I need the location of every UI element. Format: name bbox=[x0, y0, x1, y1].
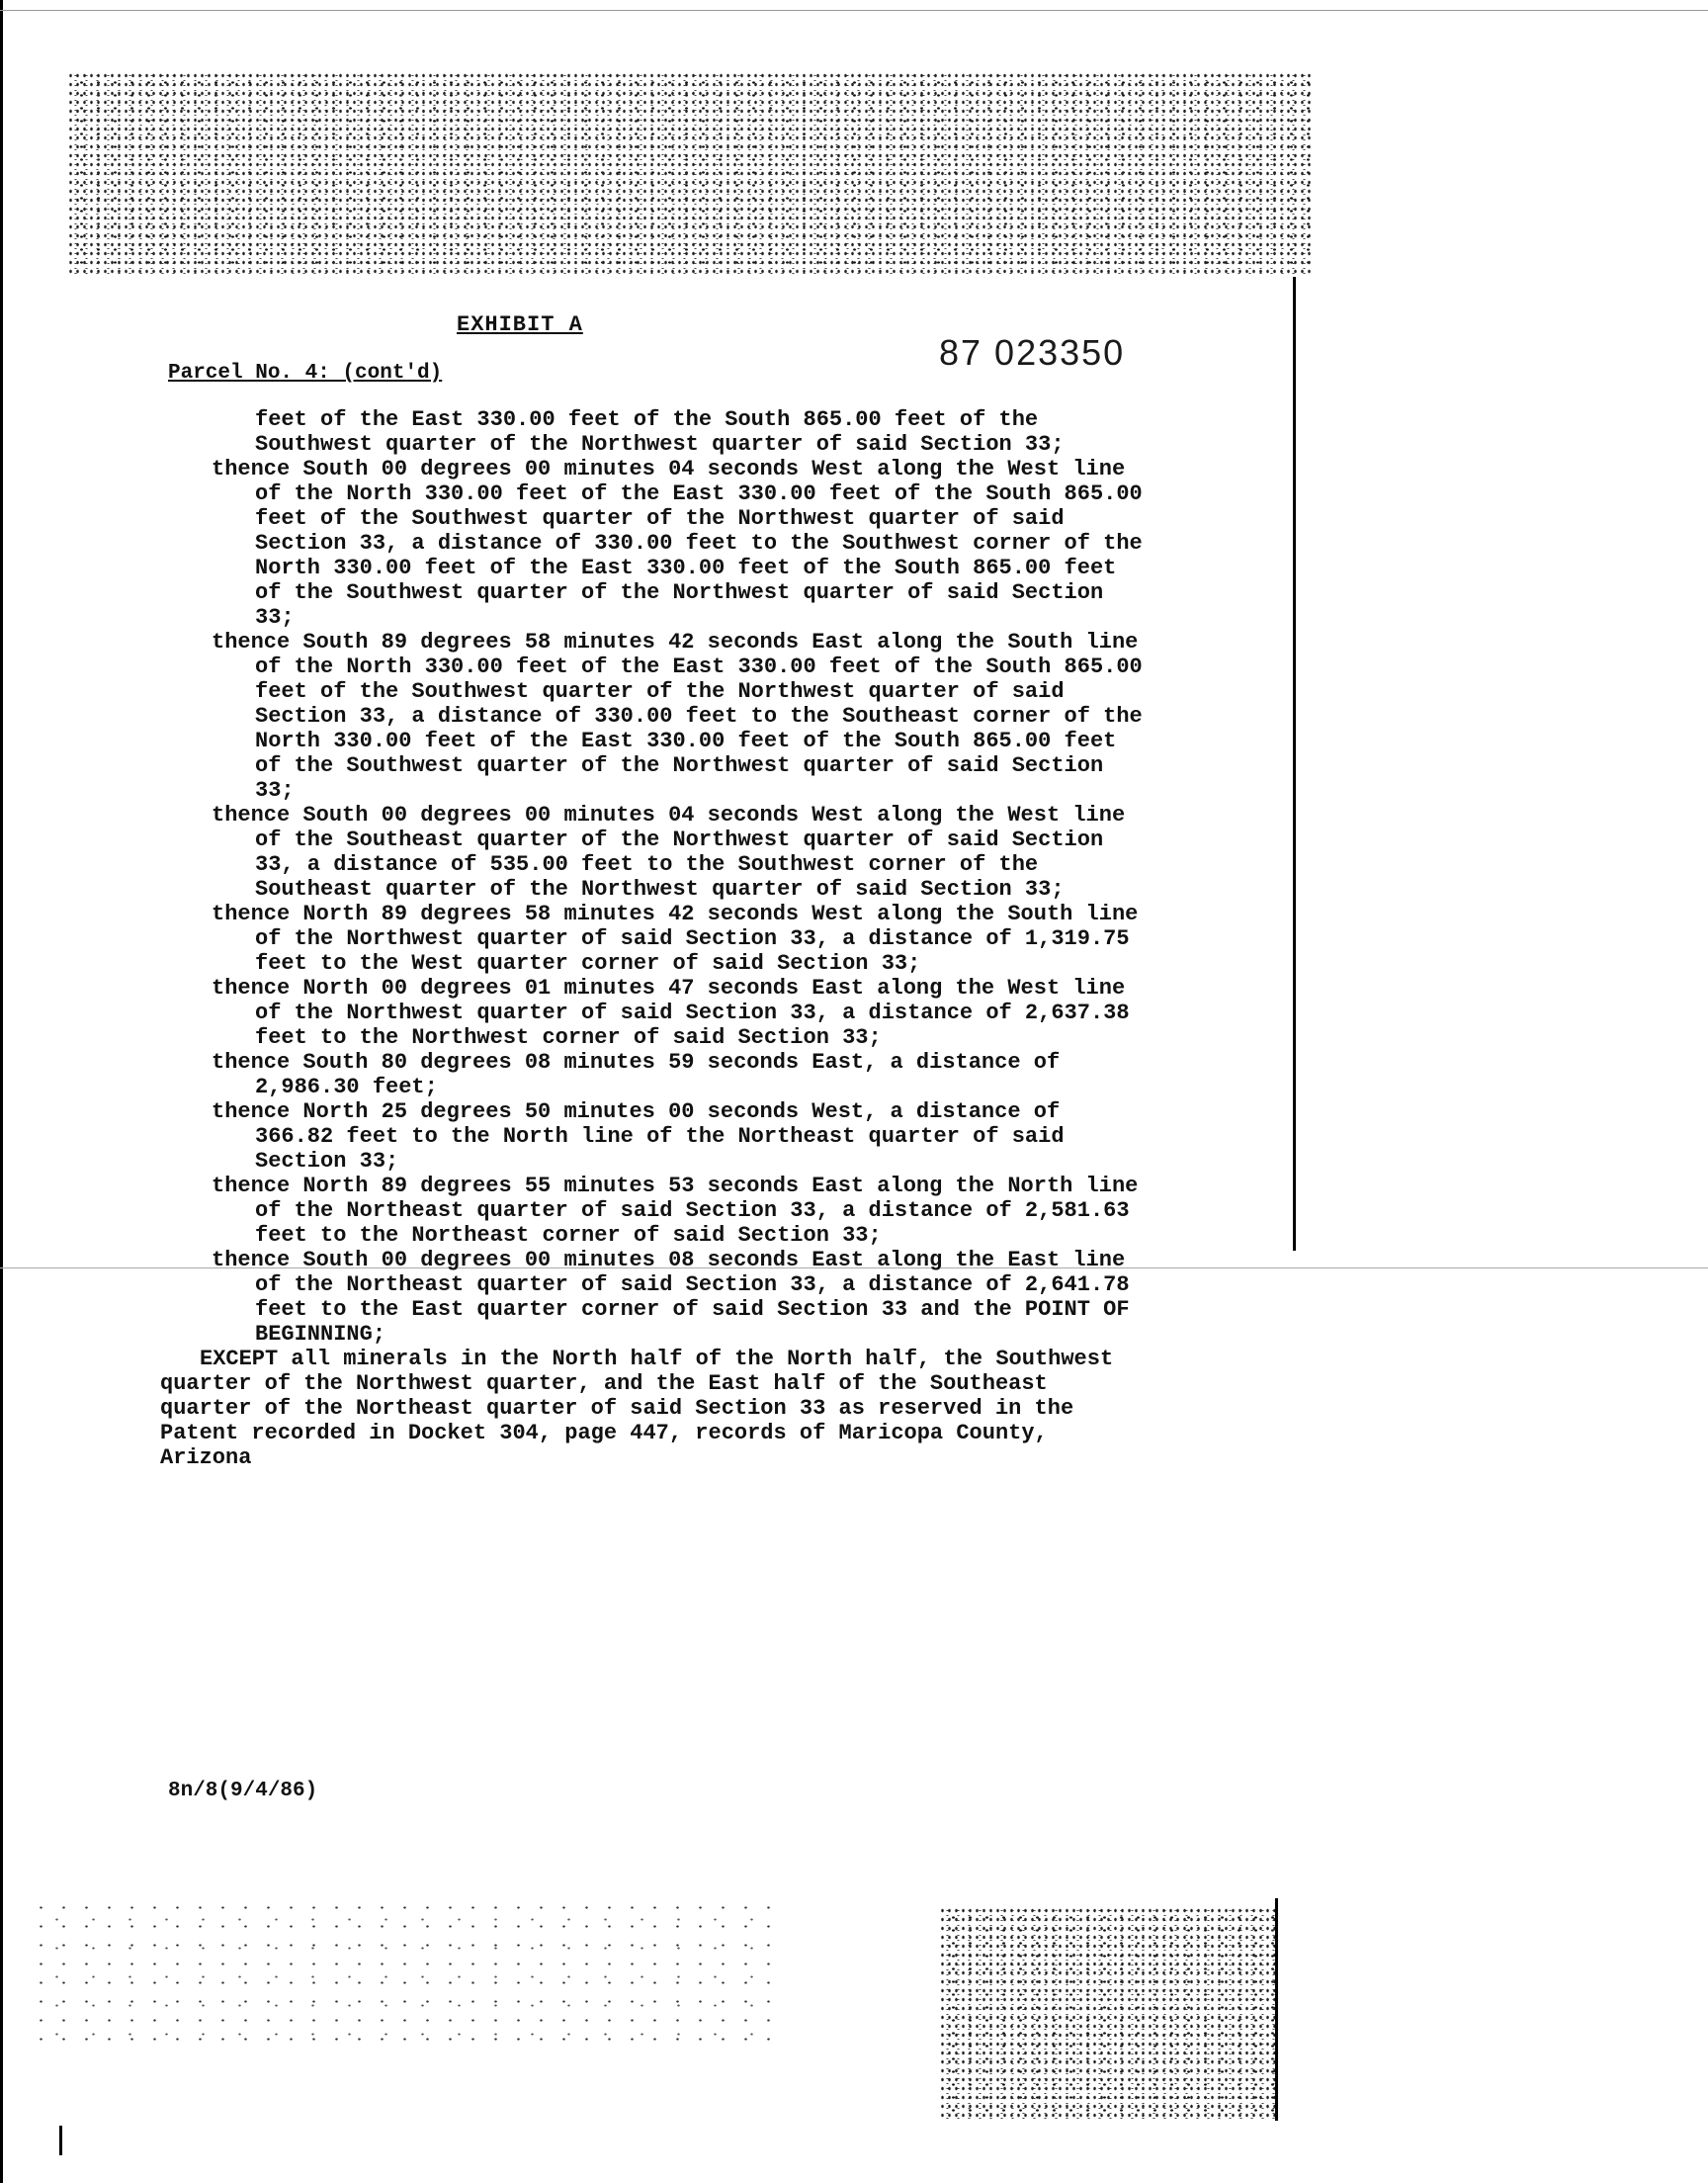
legal-paragraph: feet of the East 330.00 feet of the South 865.00 feet of the Southwest quarter of the Northwest quarter of said Section 33; bbox=[255, 407, 1065, 457]
bottom-right-rule bbox=[1275, 1898, 1278, 2121]
legal-paragraph: thence South 00 degrees 00 minutes 04 seconds West along the West line of the Southeast quarter of the Northwest quarter of said Section 33, a distance of 535.00 feet to the Southwest corner of the Southeast quarter of the Northwest quarter of said Section 33; bbox=[212, 803, 1126, 902]
exhibit-title: EXHIBIT A bbox=[457, 312, 583, 337]
legal-paragraph: thence North 89 degrees 58 minutes 42 seconds West along the South line of the Northwest quarter of said Section 33, a distance of 1,319.75 feet to the West quarter corner of said Section 33; bbox=[212, 902, 1139, 976]
legal-paragraph: thence South 00 degrees 00 minutes 08 seconds East along the East line of the Northeast quarter of said Section 33, a distance of 2,641.78 feet to the East quarter corner of said Section 33 and the POINT OF BEGINNING; bbox=[212, 1248, 1130, 1347]
legal-paragraph: thence North 00 degrees 01 minutes 47 seconds East along the West line of the Northwest quarter of said Section 33, a distance of 2,637.38 feet to the Northwest corner of said Section 33; bbox=[212, 976, 1130, 1050]
legal-paragraph: thence North 25 degrees 50 minutes 00 seconds West, a distance of 366.82 feet to the North line of the Northeast quarter of said Section 33; bbox=[212, 1099, 1065, 1174]
legal-paragraph: thence South 00 degrees 00 minutes 04 seconds West along the West line of the North 330.00 feet of the East 330.00 feet of the South 865.00 feet of the Southwest quarter of the Northwest quarter of said Section 33, a distance of 330.00 feet to the Southwest corner of the North 330.00 feet of the East 330.00 feet of the South 865.00 feet of the Southwest quarter of the Northwest quarter of said Section 33; bbox=[212, 457, 1143, 630]
legal-paragraph: thence South 89 degrees 58 minutes 42 seconds East along the South line of the North 330.00 feet of the East 330.00 feet of the South 865.00 feet of the Southwest quarter of the Northwest quarter of said Section 33, a distance of 330.00 feet to the Southeast corner of the North 330.00 feet of the East 330.00 feet of the South 865.00 feet of the Southwest quarter of the Northwest quarter of said Section 33; bbox=[212, 630, 1143, 803]
document-code: 8n/8(9/4/86) bbox=[168, 1780, 318, 1802]
legal-paragraph: thence South 80 degrees 08 minutes 59 seconds East, a distance of 2,986.30 feet; bbox=[212, 1050, 1061, 1099]
exception-paragraph: EXCEPT all minerals in the North half of the North half, the Southwest quarter of the Northwest quarter, and the East half of the Southeast quarter of the Northeast quarter of said Section 33 as reserved in the Patent recorded in Docket 304, page 447, records of Maricopa County, Arizona bbox=[160, 1347, 1114, 1470]
scan-noise-bottom-left bbox=[30, 1898, 781, 2056]
scan-noise-bottom-right bbox=[939, 1906, 1275, 2122]
recording-number: 87 023350 bbox=[939, 332, 1126, 373]
parcel-title: Parcel No. 4: (cont'd) bbox=[168, 362, 443, 385]
scan-left-border bbox=[0, 0, 3, 2183]
legal-paragraph: thence North 89 degrees 55 minutes 53 seconds East along the North line of the Northeast quarter of said Section 33, a distance of 2,581.63 feet to the Northeast corner of said Section 33; bbox=[212, 1174, 1139, 1248]
scan-noise-top bbox=[67, 71, 1311, 274]
scan-top-edge bbox=[0, 10, 1708, 11]
bottom-left-tick bbox=[59, 2126, 62, 2155]
legal-description bbox=[160, 407, 1149, 1470]
content-right-rule bbox=[1293, 277, 1296, 1251]
